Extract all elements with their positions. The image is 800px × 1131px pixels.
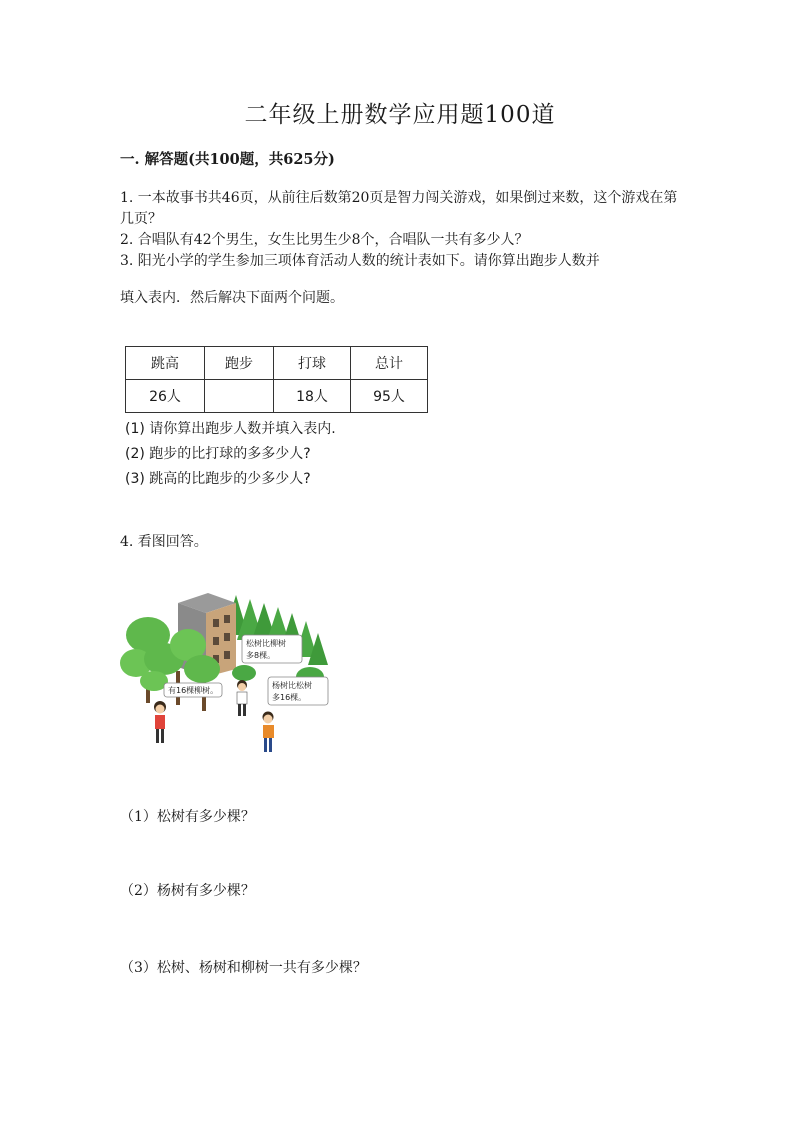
table-cell: 95人 — [351, 380, 428, 413]
table-header-cell: 总计 — [351, 347, 428, 380]
table-cell: 26人 — [126, 380, 205, 413]
table-header-row — [126, 347, 428, 380]
q4-subquestion-3: （3）松树、杨树和柳树一共有多少棵？ — [120, 960, 367, 976]
trees-illustration — [118, 585, 338, 765]
boy-figure-right — [263, 712, 275, 753]
q3-subquestion-3: (3) 跳高的比跑步的少多少人? — [125, 471, 311, 487]
q4-subquestion-1: （1）松树有多少棵？ — [120, 809, 255, 825]
speech-bubble-top-right — [242, 635, 302, 663]
girl-figure — [154, 701, 166, 743]
speech-bubble-left — [164, 683, 222, 697]
table-header-cell: 跳高 — [126, 347, 205, 380]
q3-subquestion-2: (2) 跑步的比打球的多多少人? — [125, 446, 311, 462]
q3-subquestion-1: (1) 请你算出跑步人数并填入表内. — [125, 421, 336, 437]
question-2: 2. 合唱队有42个男生，女生比男生少8个，合唱队一共有多少人？ — [120, 232, 529, 248]
question-4: 4. 看图回答。 — [120, 534, 208, 550]
speech-bubble-right — [268, 677, 328, 705]
page-title: 二年级上册数学应用题100道 — [244, 102, 556, 128]
boy-figure-middle — [237, 680, 247, 716]
question-1: 1. 一本故事书共46页，从前往后数第20页是智力闯关游戏，如果倒过来数，这个游戏在第几页？ — [120, 190, 678, 227]
svg-text:有16棵柳树。: 有16棵柳树。 — [168, 686, 219, 695]
svg-text:松树比柳树: 松树比柳树 — [246, 639, 286, 648]
table-row — [126, 380, 428, 413]
svg-text:杨树比松树: 杨树比松树 — [272, 681, 312, 690]
question-3-continued: 填入表内．然后解决下面两个问题。 — [120, 290, 344, 306]
table-cell: 18人 — [274, 380, 351, 413]
svg-text:多16棵。: 多16棵。 — [272, 693, 307, 702]
table-header-cell: 跑步 — [205, 347, 274, 380]
table-cell-blank — [205, 380, 274, 413]
sports-stats-table — [125, 346, 428, 413]
section-heading: 一. 解答题(共100题，共625分) — [120, 151, 335, 168]
table-header-cell: 打球 — [274, 347, 351, 380]
q4-subquestion-2: （2）杨树有多少棵？ — [120, 883, 255, 899]
svg-text:多8棵。: 多8棵。 — [246, 651, 276, 660]
question-3: 3. 阳光小学的学生参加三项体育活动人数的统计表如下。请你算出跑步人数并 — [120, 253, 600, 269]
